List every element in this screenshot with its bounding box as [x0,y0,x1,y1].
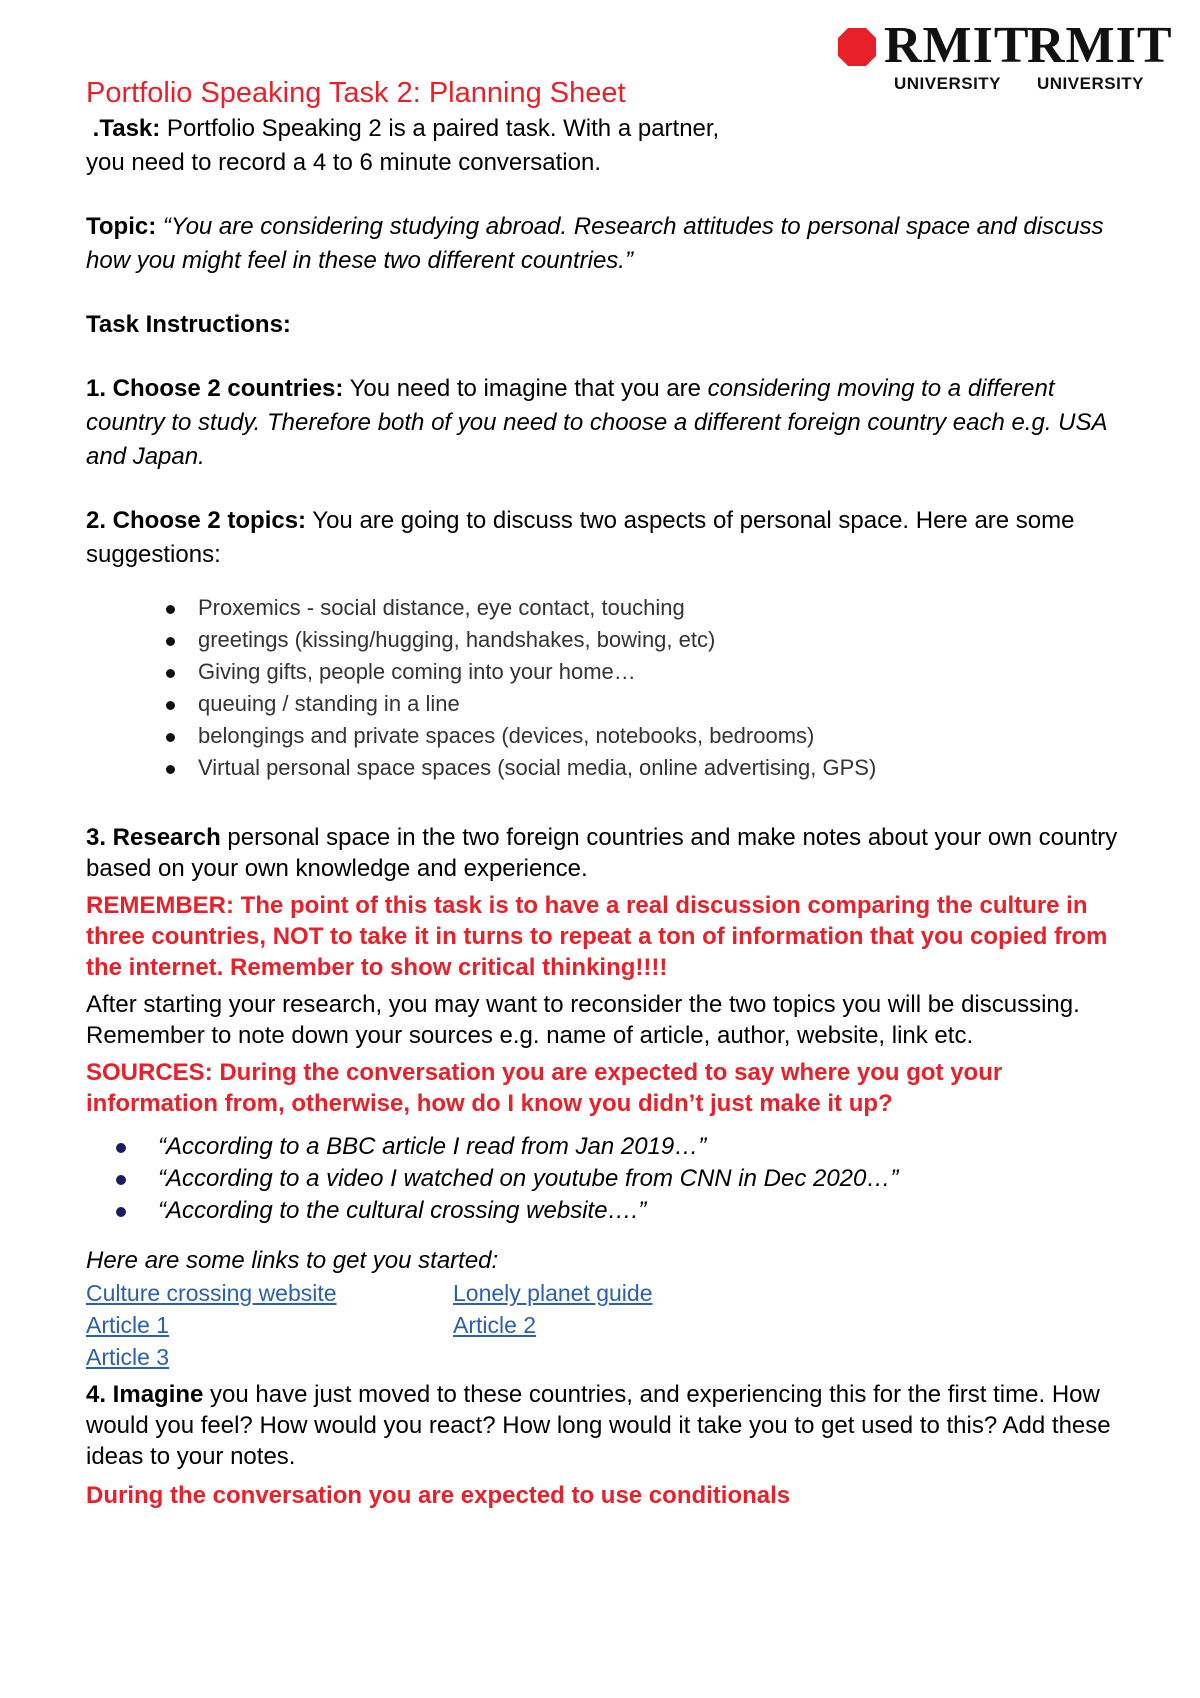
list-item: “According to a BBC article I read from Jan 2019…” [158,1131,1126,1163]
instructions-heading-text: Task Instructions: [86,311,291,338]
step4-paragraph [86,1379,1126,1472]
sources-note: SOURCES: During the conversation you are expected to say where you got your information from, otherwise, how do I know you didn’t just make it up? [86,1059,1003,1117]
logo-subtext-duplicate: UNIVERSITY [1037,74,1145,93]
step3-label: 3. Research [86,824,221,851]
step3-text: personal space in the two foreign countries and make notes about your own country based on your own knowledge and experience. [86,824,1118,882]
logo-wordmark-duplicate: RMIT [1027,17,1173,74]
step2-paragraph [86,504,1126,572]
topic-text: “You are considering studying abroad. Research attitudes to personal space and discuss how you might feel in these two different countries.” [86,213,1104,274]
step1-label: 1. Choose 2 countries: [86,375,344,402]
page-title: Portfolio Speaking Task 2: Planning Sheet [86,77,626,109]
topic-label: Topic: [86,213,157,240]
list-item: greetings (kissing/hugging, handshakes, bowing, etc) [198,624,1126,656]
logo-word-text: RMIT [884,17,1030,74]
link-article-3[interactable]: Article 3 [86,1344,170,1370]
link-culture-crossing[interactable]: Culture crossing website [86,1280,337,1306]
step1-italic: considering moving to a different country to study. Therefore both of you need to choose a different foreign country each e.g. USA and Japan. [86,375,1107,470]
step2-text: You are going to discuss two aspects of personal space. Here are some suggestions: [86,507,1075,568]
link-article-2[interactable]: Article 2 [453,1312,537,1338]
list-item: “According to a video I watched on youtube from CNN in Dec 2020…” [158,1163,1126,1195]
task-text-line2: you need to record a 4 to 6 minute conversation. [86,149,601,176]
step1-text: You need to imagine that you are [343,375,708,402]
remember-note: REMEMBER: The point of this task is to have a real discussion comparing the culture in three countries, NOT to take it in turns to repeat a ton of information that you copied from the internet. Remember to show critical thinking!!!! [86,892,1108,981]
list-item: belongings and private spaces (devices, notebooks, bedrooms) [198,720,1126,752]
conditionals-note: During the conversation you are expected to use conditionals [86,1482,791,1509]
step1-paragraph [86,372,1126,474]
step4-text: you have just moved to these countries, and experiencing this for the first time. How would you feel? How would you react? How long would it take you to get used to this? Add these ideas to your notes. [86,1381,1111,1470]
step3-paragraph [86,822,1126,884]
list-item: Giving gifts, people coming into your home… [198,656,1126,688]
suggestions-list [86,592,1126,784]
links-intro: Here are some links to get you started: [86,1247,499,1274]
logo-subtext: UNIVERSITY [894,74,1002,93]
list-item: queuing / standing in a line [198,688,1126,720]
list-item: Proxemics - social distance, eye contact, touching [198,592,1126,624]
step2-label: 2. Choose 2 topics: [86,507,307,534]
topic-paragraph [86,210,1126,278]
instructions-heading [86,308,1126,342]
logo-wordmark [832,17,1030,74]
links-grid [86,1277,1126,1373]
document-content [86,74,1126,1511]
link-article-1[interactable]: Article 1 [86,1312,170,1338]
task-label: .Task: [92,115,161,142]
after-research-paragraph: After starting your research, you may want to reconsider the two topics you will be discussing. Remember to note down your sources e.g. name of article, author, website, link etc. [86,991,1080,1049]
task-text-line1: Portfolio Speaking 2 is a paired task. With a partner, [160,115,720,142]
rmit-pixel-icon [836,26,878,68]
step4-label: 4. Imagine [86,1381,204,1408]
list-item: Virtual personal space spaces (social media, online advertising, GPS) [198,752,1126,784]
task-paragraph [86,112,1126,180]
quote-list [86,1131,1126,1227]
link-lonely-planet[interactable]: Lonely planet guide [453,1280,653,1306]
list-item: “According to the cultural crossing website….” [158,1195,1126,1227]
